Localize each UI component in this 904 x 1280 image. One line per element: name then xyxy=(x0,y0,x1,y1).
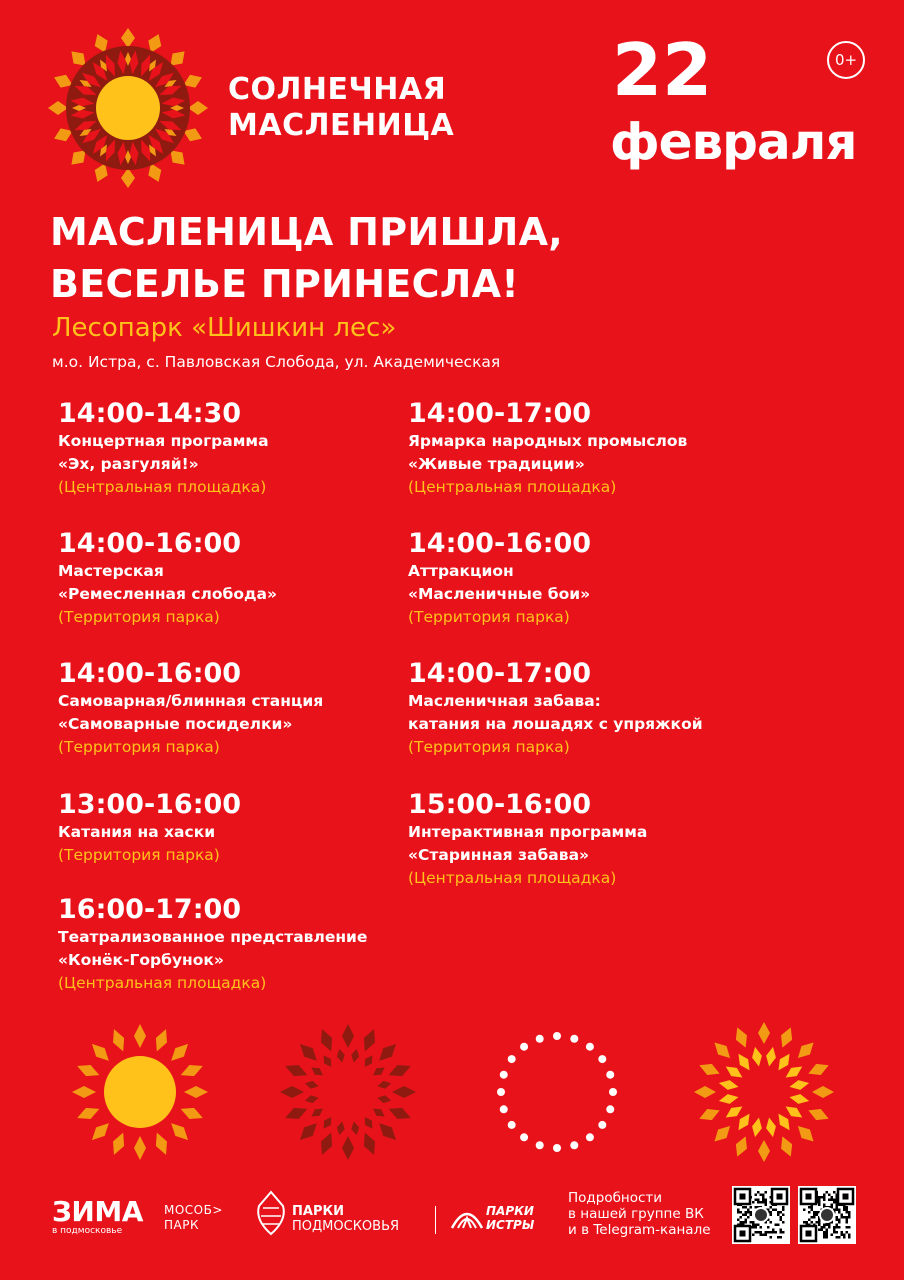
event-subtitle: «Самоварные посиделки» xyxy=(58,715,293,733)
event-item xyxy=(408,789,808,890)
parki-podmoskovya-logo xyxy=(292,1204,399,1234)
mosobpark-logo xyxy=(164,1203,223,1233)
event-place: (Территория парка) xyxy=(58,608,220,626)
event-title: Катания на хаски xyxy=(58,823,216,841)
sun-logo-icon xyxy=(48,28,208,188)
qr-code-telegram[interactable] xyxy=(732,1186,790,1244)
event-time: 14:00-17:00 xyxy=(408,398,592,429)
details-line1: Подробности xyxy=(568,1190,663,1206)
event-title: Аттракцион xyxy=(408,562,514,580)
event-place: (Территория парка) xyxy=(408,738,570,756)
venue-name: Лесопарк «Шишкин лес» xyxy=(52,313,397,343)
details-line2: в нашей группе ВК xyxy=(568,1206,704,1222)
social-details-text xyxy=(568,1190,711,1238)
event-time: 14:00-16:00 xyxy=(58,528,242,559)
event-place: (Территория парка) xyxy=(58,846,220,864)
date-day: 22 xyxy=(612,28,713,112)
event-item xyxy=(408,658,808,759)
event-time: 16:00-17:00 xyxy=(58,894,242,925)
event-place: (Центральная площадка) xyxy=(58,478,267,496)
event-time: 14:00-16:00 xyxy=(408,528,592,559)
sun-darkred-icon xyxy=(278,1022,418,1162)
event-time: 15:00-16:00 xyxy=(408,789,592,820)
event-subtitle: «Эх, разгуляй!» xyxy=(58,455,199,473)
event-title: Театрализованное представление xyxy=(58,928,368,946)
event-subtitle: «Живые традиции» xyxy=(408,455,585,473)
zima-logo: ЗИМА xyxy=(52,1195,143,1228)
event-title: Самоварная/блинная станция xyxy=(58,692,324,710)
event-item xyxy=(58,894,458,995)
footer-divider xyxy=(435,1206,436,1234)
event-subtitle: катания на лошадях с упряжкой xyxy=(408,715,703,733)
parki-podm-line1: ПАРКИ xyxy=(292,1204,344,1219)
parki-istry-logo xyxy=(486,1204,534,1232)
festival-title xyxy=(228,72,454,144)
qr-code-vk[interactable] xyxy=(798,1186,856,1244)
sun-outline-icon xyxy=(694,1022,834,1162)
event-place: (Территория парка) xyxy=(408,608,570,626)
parki-istry-line1: ПАРКИ xyxy=(486,1204,534,1218)
event-title: Мастерская xyxy=(58,562,164,580)
headline-line2: ВЕСЕЛЬЕ ПРИНЕСЛА! xyxy=(50,262,519,306)
event-item xyxy=(58,658,458,759)
parki-podm-line2: ПОДМОСКОВЬЯ xyxy=(292,1219,400,1234)
details-line3: и в Telegram-канале xyxy=(568,1222,711,1238)
age-rating-badge: 0+ xyxy=(827,41,865,79)
date-month: февраля xyxy=(610,113,857,171)
event-item xyxy=(58,398,458,499)
event-time: 14:00-14:30 xyxy=(58,398,242,429)
event-subtitle: «Старинная забава» xyxy=(408,846,590,864)
event-time: 13:00-16:00 xyxy=(58,789,242,820)
festival-title-line2: МАСЛЕНИЦА xyxy=(228,108,455,143)
event-time: 14:00-17:00 xyxy=(408,658,592,689)
event-title: Интерактивная программа xyxy=(408,823,648,841)
event-place: (Центральная площадка) xyxy=(408,869,617,887)
event-item xyxy=(58,528,458,629)
headline xyxy=(50,206,563,310)
mosobpark-line2: ПАРК xyxy=(164,1218,199,1232)
headline-line1: МАСЛЕНИЦА ПРИШЛА, xyxy=(50,210,564,254)
festival-title-line1: СОЛНЕЧНАЯ xyxy=(228,72,447,107)
pinecone-icon xyxy=(254,1190,288,1236)
event-place: (Центральная площадка) xyxy=(58,974,267,992)
mosobpark-line1: МОСОБ> xyxy=(164,1203,223,1217)
event-item xyxy=(408,528,808,629)
event-subtitle: «Конёк-Горбунок» xyxy=(58,951,224,969)
event-subtitle: «Масленичные бои» xyxy=(408,585,591,603)
parki-istry-line2: ИСТРЫ xyxy=(486,1218,535,1232)
event-title: Концертная программа xyxy=(58,432,269,450)
event-subtitle: «Ремесленная слобода» xyxy=(58,585,277,603)
zima-logo-subtitle: в подмосковье xyxy=(52,1226,123,1236)
event-title: Ярмарка народных промыслов xyxy=(408,432,688,450)
event-item xyxy=(408,398,808,499)
dots-ring-icon xyxy=(487,1022,627,1162)
event-place: (Территория парка) xyxy=(58,738,220,756)
sun-yellow-icon xyxy=(70,1022,210,1162)
parki-istry-emblem-icon xyxy=(450,1204,484,1232)
event-place: (Центральная площадка) xyxy=(408,478,617,496)
venue-address: м.о. Истра, с. Павловская Слобода, ул. Академическая xyxy=(52,353,501,371)
event-time: 14:00-16:00 xyxy=(58,658,242,689)
event-title: Масленичная забава: xyxy=(408,692,601,710)
event-item xyxy=(58,789,458,867)
